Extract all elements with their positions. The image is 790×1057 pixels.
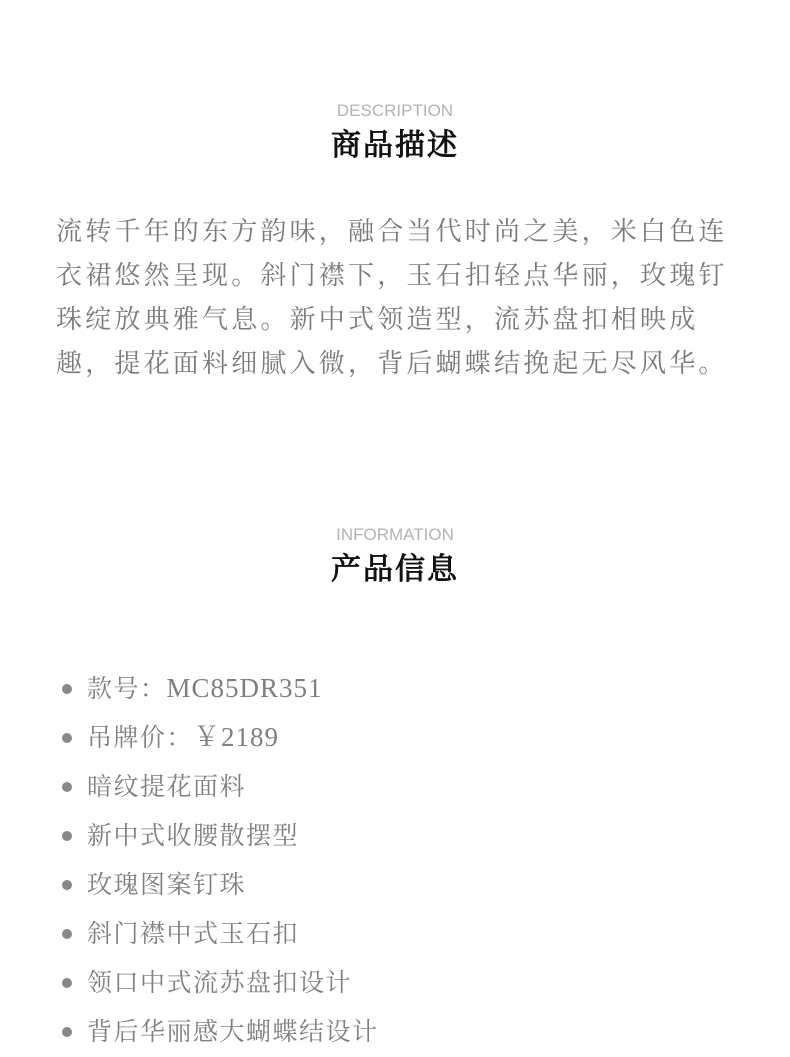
- info-item-feature: [0, 1007, 790, 1056]
- feature-text: 领口中式流苏盘扣设计: [87, 968, 353, 997]
- info-item-feature: [0, 909, 790, 958]
- information-title: 产品信息: [331, 552, 459, 587]
- bullet-icon: [62, 1027, 72, 1037]
- information-section: [0, 524, 790, 1046]
- description-section: [0, 100, 790, 379]
- bullet-icon: [62, 831, 72, 841]
- price-label: 吊牌价：: [87, 723, 194, 752]
- style-number-value: MC85DR351: [166, 673, 323, 703]
- info-item-feature: [0, 811, 790, 860]
- description-eyebrow: DESCRIPTION: [336, 101, 454, 120]
- feature-text: 斜门襟中式玉石扣: [87, 919, 300, 948]
- bullet-icon: [62, 684, 72, 694]
- bullet-icon: [62, 733, 72, 743]
- feature-text: 新中式收腰散摆型: [87, 821, 300, 850]
- bullet-icon: [62, 880, 72, 890]
- info-item-style-number: [0, 664, 790, 713]
- feature-text: 玫瑰图案钉珠: [87, 870, 247, 899]
- bullet-icon: [62, 782, 72, 792]
- bullet-icon: [62, 978, 72, 988]
- feature-text: 暗纹提花面料: [87, 772, 247, 801]
- information-eyebrow: INFORMATION: [336, 525, 454, 544]
- feature-text: 背后华丽感大蝴蝶结设计: [87, 1017, 379, 1046]
- description-title: 商品描述: [331, 128, 459, 163]
- price-value: ￥2189: [193, 722, 280, 752]
- info-item-feature: [0, 958, 790, 1007]
- info-item-feature: [0, 762, 790, 811]
- info-list: [0, 664, 790, 1056]
- bullet-icon: [62, 929, 72, 939]
- description-text: 流转千年的东方韵味，融合当代时尚之美，米白色连衣裙悠然呈现。斜门襟下，玉石扣轻点华丽，玫瑰钉珠绽放典雅气息。新中式领造型，流苏盘扣相映成趣，提花面料细腻入微，背后蝴蝶结挽起无尽风华。: [56, 217, 728, 379]
- info-item-price: [0, 713, 790, 762]
- info-item-feature: [0, 860, 790, 909]
- style-number-label: 款号：: [87, 674, 167, 703]
